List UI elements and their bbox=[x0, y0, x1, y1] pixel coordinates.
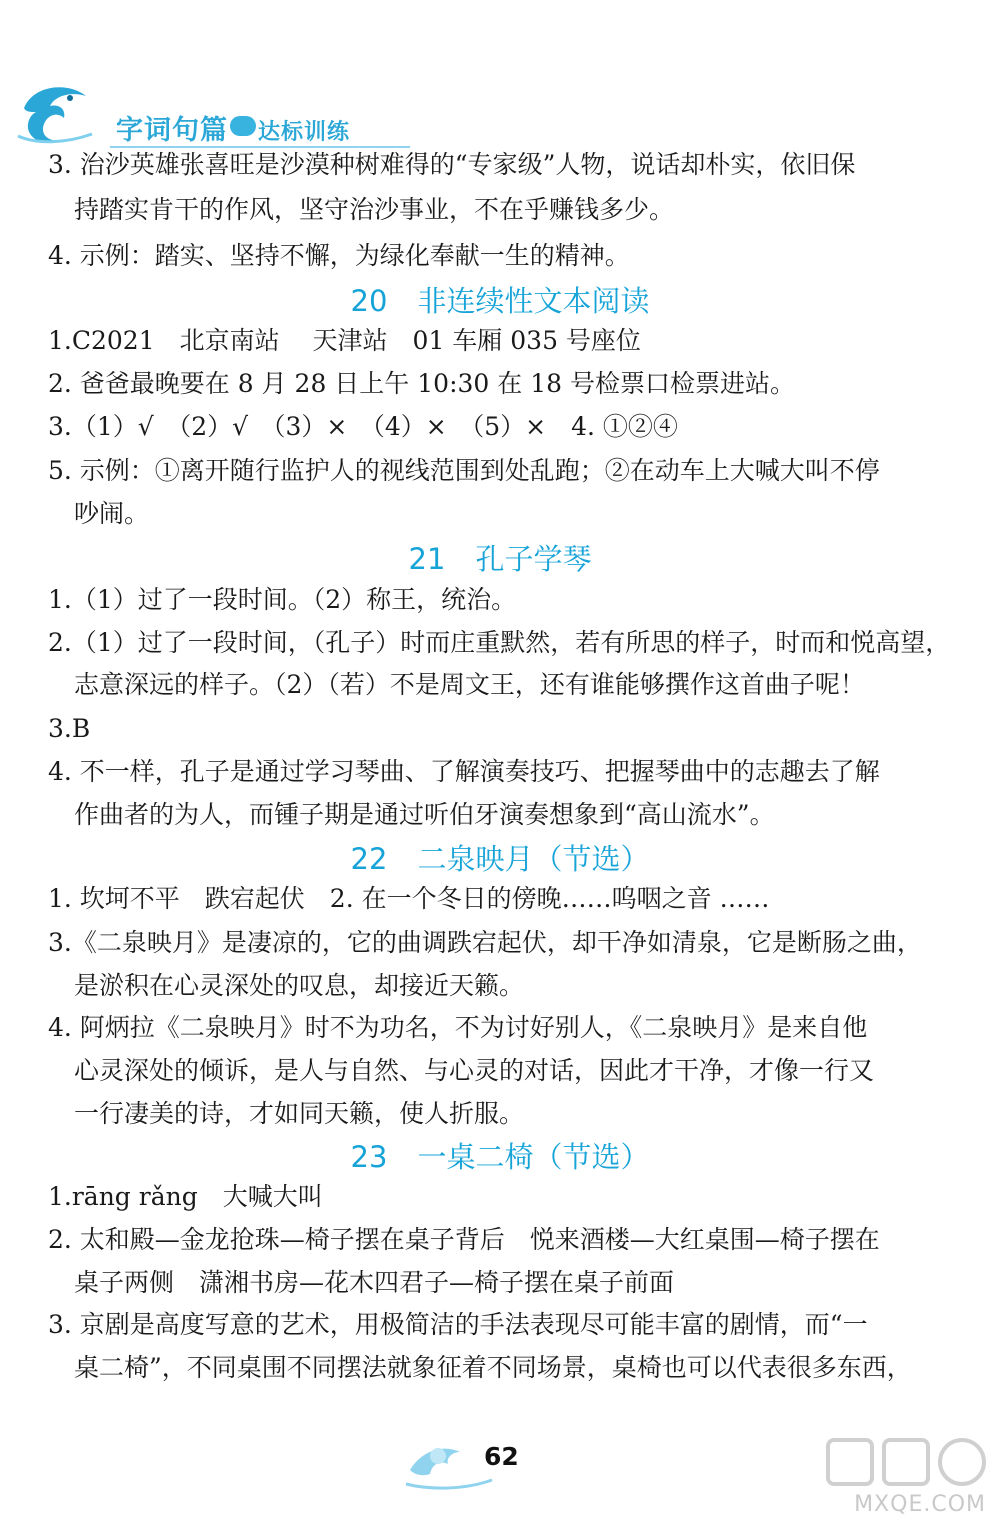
answer-line: 吵闹。 bbox=[74, 499, 150, 528]
lesson-number: 22 bbox=[350, 842, 388, 876]
answer-line: 5. 示例：①离开随行监护人的视线范围到处乱跑；②在动车上大喊大叫不停 bbox=[48, 456, 880, 485]
book-title-sub: 达标训练 bbox=[258, 120, 351, 145]
answer-line: 一行凄美的诗，才如同天籁，使人折服。 bbox=[74, 1099, 525, 1128]
answer-line: 3.（1）√ （2）√ （3）× （4）× （5）× 4. ①②④ bbox=[48, 412, 678, 441]
answer-line: 1.（1）过了一段时间。（2）称王，统治。 bbox=[48, 585, 517, 614]
answer-line: 作曲者的为人，而锺子期是通过听伯牙演奏想象到“高山流水”。 bbox=[74, 800, 775, 829]
lesson-title: 孔子学琴 bbox=[475, 542, 592, 576]
answer-line: 3. 京剧是高度写意的艺术，用极简洁的手法表现尽可能丰富的剧情，而“一 bbox=[48, 1310, 868, 1339]
lesson-heading bbox=[0, 281, 1000, 321]
lesson-title: 非连续性文本阅读 bbox=[417, 284, 650, 318]
answer-line: 是淤积在心灵深处的叹息，却接近天籁。 bbox=[74, 971, 525, 1000]
answer-line: 持踏实肯干的作风，坚守治沙事业，不在乎赚钱多少。 bbox=[74, 195, 675, 224]
answer-line: 2. 爸爸最晚要在 8 月 28 日上午 10:30 在 18 号检票口检票进站。 bbox=[48, 369, 795, 398]
watermark-text: MXQE.COM bbox=[854, 1492, 986, 1517]
answer-line: 志意深远的样子。（2）（若）不是周文王，还有谁能够撰作这首曲子呢！ bbox=[74, 670, 865, 699]
answer-line: 心灵深处的倾诉，是人与自然、与心灵的对话，因此才干净，才像一行又 bbox=[74, 1056, 875, 1085]
book-title-main: 字词句篇 bbox=[116, 115, 228, 146]
title-badge-icon bbox=[230, 116, 256, 136]
answer-line: 1.rāng rǎng 大喊大叫 bbox=[48, 1182, 323, 1211]
page-header bbox=[14, 78, 414, 148]
answer-line: 3.《二泉映月》是凄凉的，它的曲调跌宕起伏，却干净如清泉，它是断肠之曲， bbox=[48, 928, 922, 957]
lesson-heading bbox=[0, 539, 1000, 579]
answer-line: 3.B bbox=[48, 714, 91, 743]
answer-line: 3. 治沙英雄张喜旺是沙漠种树难得的“专家级”人物，说话却朴实，依旧保 bbox=[48, 150, 856, 179]
answer-line: 桌子两侧 潇湘书房—花木四君子—椅子摆在桌子前面 bbox=[74, 1268, 675, 1297]
answer-line: 1.C2021 北京南站 天津站 01 车厢 035 号座位 bbox=[48, 326, 641, 355]
answer-line: 2.（1）过了一段时间，（孔子）时而庄重默然，若有所思的样子，时而和悦高望， bbox=[48, 628, 951, 657]
answer-line: 4. 不一样，孔子是通过学习琴曲、了解演奏技巧、把握琴曲中的志趣去了解 bbox=[48, 757, 880, 786]
page-footer bbox=[0, 1430, 1000, 1529]
page-number: 62 bbox=[484, 1442, 519, 1471]
watermark-logo-icon bbox=[822, 1430, 992, 1490]
lesson-number: 20 bbox=[350, 284, 388, 318]
mascot-logo-icon bbox=[14, 78, 96, 148]
lesson-heading bbox=[0, 839, 1000, 879]
lesson-number: 23 bbox=[350, 1140, 388, 1174]
answer-line: 2. 太和殿—金龙抢珠—椅子摆在桌子背后 悦来酒楼—大红桌围—椅子摆在 bbox=[48, 1225, 880, 1254]
lesson-heading bbox=[0, 1137, 1000, 1177]
answer-line: 4. 示例：踏实、坚持不懈，为绿化奉献一生的精神。 bbox=[48, 241, 630, 270]
answer-line: 桌二椅”，不同桌围不同摆法就象征着不同场景，桌椅也可以代表很多东西， bbox=[74, 1353, 912, 1382]
answer-line: 4. 阿炳拉《二泉映月》时不为功名，不为讨好别人，《二泉映月》是来自他 bbox=[48, 1013, 868, 1042]
lesson-title: 二泉映月（节选） bbox=[417, 842, 650, 876]
lesson-number: 21 bbox=[408, 542, 446, 576]
footer-mascot-icon bbox=[404, 1430, 494, 1490]
lesson-title: 一桌二椅（节选） bbox=[417, 1140, 650, 1174]
answer-line: 1. 坎坷不平 跌宕起伏 2. 在一个冬日的傍晚……呜咽之音 …… bbox=[48, 884, 770, 913]
book-title bbox=[116, 108, 350, 147]
